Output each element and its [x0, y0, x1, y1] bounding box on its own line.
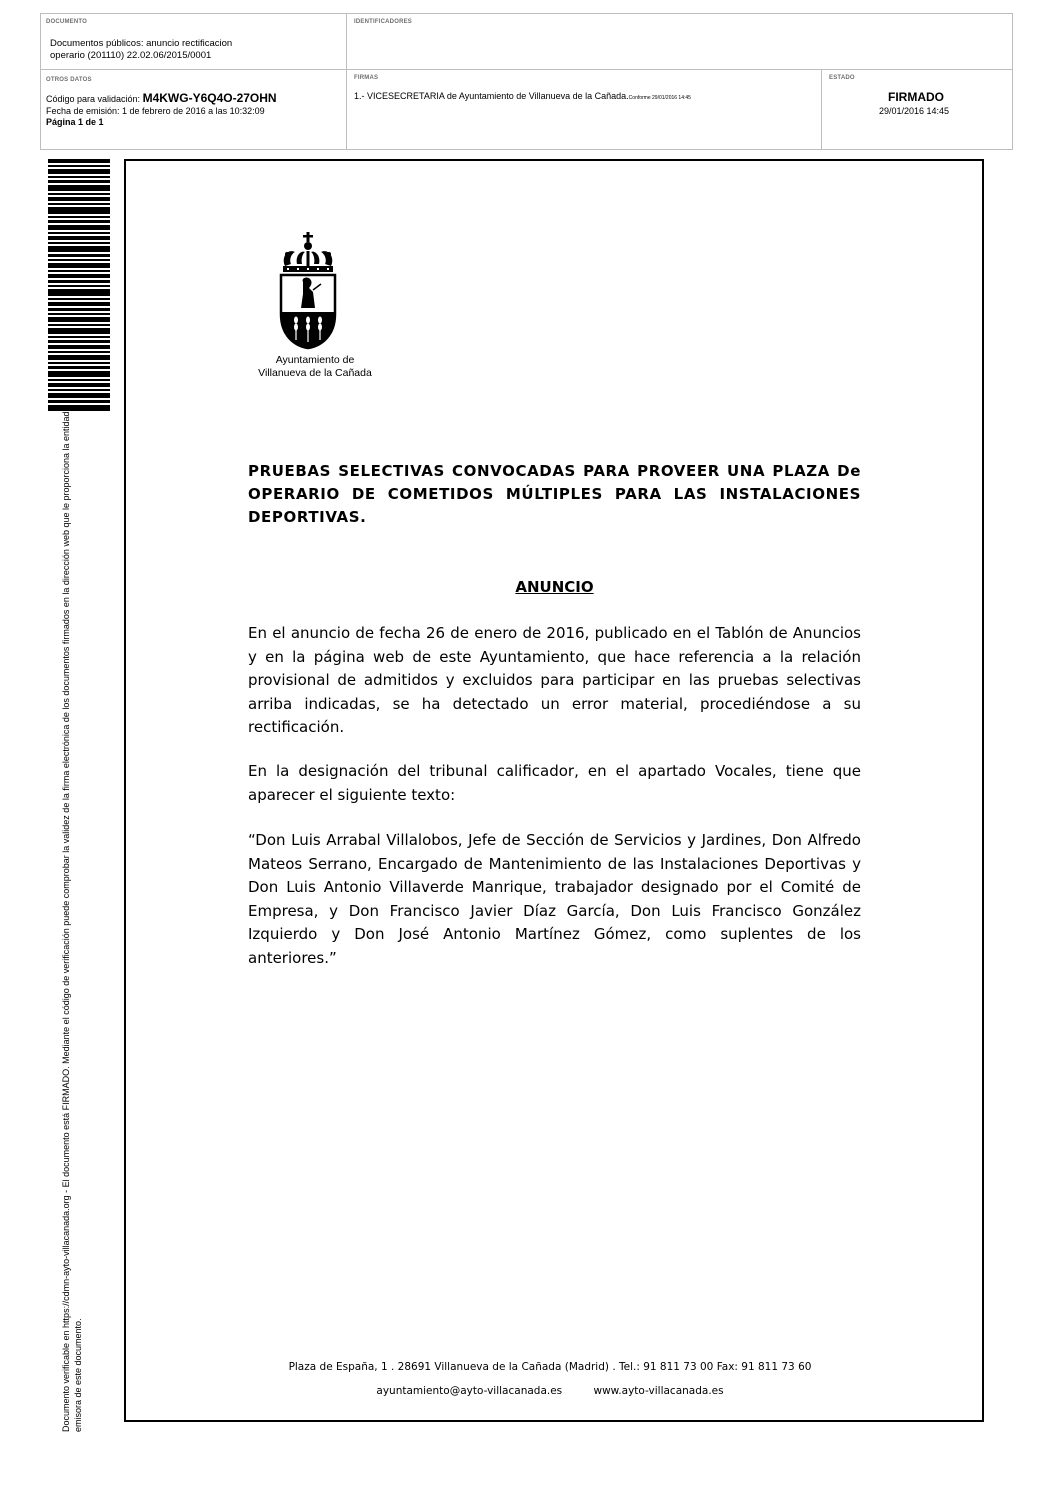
document-description-line2: operario (201110) 22.02.06/2015/0001: [50, 50, 212, 61]
estado-label: ESTADO: [829, 75, 855, 81]
validation-code-label: Código para validación:: [46, 94, 141, 104]
divider: [346, 14, 347, 150]
footer-contact: [200, 1385, 900, 1397]
section-heading: ANUNCIO: [515, 578, 594, 596]
coat-of-arms-icon: [277, 232, 339, 350]
identificadores-label: IDENTIFICADORES: [354, 19, 413, 25]
document-description-line1: Documentos públicos: anuncio rectificacion: [50, 38, 233, 49]
otros-datos: [46, 93, 277, 129]
paragraph-1: En el anuncio de fecha 26 de enero de 2016, publicado en el Tablón de Anuncios y en la página web de este Ayuntamiento, que hace referencia a la relación provisional de admitidos y excluidos para participar en las pruebas selectivas arriba indicadas, se ha detectado un error material, procediéndose a su rectificación.: [248, 624, 861, 736]
footer-address: Plaza de España, 1 . 28691 Villanueva de la Cañada (Madrid) . Tel.: 91 811 73 00 Fax: 91 811 73 60: [288, 1361, 812, 1373]
verification-line-2: emisora de este documento.: [73, 1318, 83, 1432]
page-count: Página 1 de 1: [46, 117, 104, 127]
status-date: 29/01/2016 14:45: [878, 106, 950, 116]
otros-datos-label: OTROS DATOS: [46, 77, 92, 83]
divider: [821, 69, 822, 150]
signature-entry: [354, 91, 691, 101]
document-title: PRUEBAS SELECTIVAS CONVOCADAS PARA PROVEER UNA PLAZA De OPERARIO DE COMETIDOS MÚLTIPLES PARA LAS INSTALACIONES DEPORTIVAS.: [248, 462, 861, 526]
verification-side-text: [60, 411, 84, 1432]
footer-web-link[interactable]: www.ayto-villacanada.es: [593, 1385, 724, 1397]
divider: [41, 69, 1013, 70]
paragraph-2: En la designación del tribunal calificador, en el apartado Vocales, tiene que aparecer el siguiente texto:: [248, 762, 861, 804]
document-metadata-table: [40, 13, 1013, 150]
validation-code-row: [46, 93, 277, 106]
barcode: [48, 159, 110, 411]
documento-label: DOCUMENTO: [46, 19, 88, 25]
logo-caption: [255, 354, 375, 380]
validation-code[interactable]: M4KWG-Y6Q4O-27OHN: [142, 91, 277, 105]
document-description: [50, 38, 232, 62]
signature-entry-date: Conforme 29/01/2016 14:45: [628, 95, 691, 101]
verification-line-1: Documento verificable en https://cdmn-ayto-villacanada.org - El documento está FIRMADO. Mediante el código de verificación puede comprobar la validez de la firma electrónica de los documentos firmados en la dirección web que le proporciona la entidad: [61, 411, 71, 1432]
logo-caption-line2: Villanueva de la Cañada: [258, 367, 372, 379]
footer-email-link[interactable]: ayuntamiento@ayto-villacanada.es: [376, 1385, 563, 1397]
paragraph-3: “Don Luis Arrabal Villalobos, Jefe de Sección de Servicios y Jardines, Don Alfredo Mateos Serrano, Encargado de Mantenimiento de las Instalaciones Deportivas y Don Luis Antonio Villaverde Manrique, trabajador designado por el Comité de Empresa, y Don Francisco Javier Díaz García, Don Luis Francisco González Izquierdo y Don José Antonio Martínez Gómez, como suplentes de los anteriores.”: [248, 831, 861, 967]
firmas-label: FIRMAS: [354, 75, 379, 81]
status-badge: FIRMADO: [888, 90, 944, 104]
logo-caption-line1: Ayuntamiento de: [275, 354, 355, 366]
signature-entry-text: 1.- VICESECRETARIA de Ayuntamiento de Villanueva de la Cañada.: [354, 91, 629, 101]
emission-date: Fecha de emisión: 1 de febrero de 2016 a las 10:32:09: [46, 105, 265, 116]
